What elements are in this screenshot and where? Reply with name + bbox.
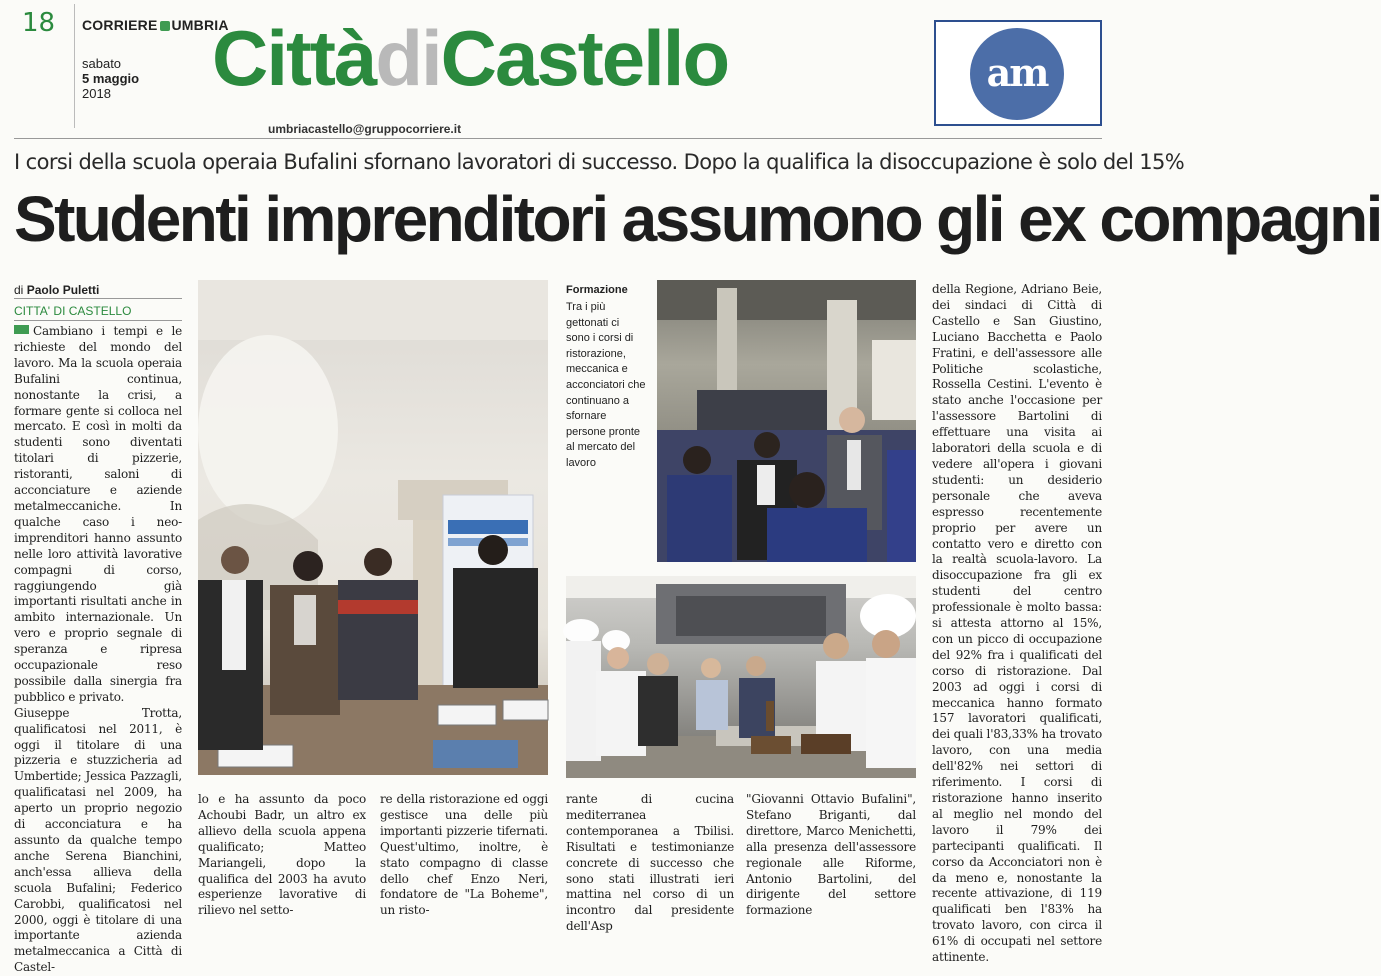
section-title-part-2: di [375, 14, 441, 102]
masthead-rule [14, 138, 1102, 139]
photo-caption-text: Tra i più gettonati ci sono i corsi di ristorazione, meccanica e acconciatori che continuano a sfornare persone pronte al mercato del lavoro [566, 301, 646, 469]
section-title [212, 10, 728, 106]
issue-day: sabato [82, 56, 122, 71]
issue-date [82, 56, 139, 101]
article-headline: Studenti imprenditori assumono gli ex compagni [14, 183, 1381, 255]
author-name: Paolo Puletti [26, 283, 100, 297]
photo-caption-title: Formazione [566, 284, 628, 296]
brand-right: UMBRIA [171, 17, 229, 33]
dateline-place: CITTA' DI CASTELLO [14, 304, 132, 318]
section-title-part-3: Castello [440, 14, 729, 102]
dateline-rule [14, 320, 182, 321]
article-kicker: I corsi della scuola operaia Bufalini sfornano lavoratori di successo. Dopo la qualifica la disoccupazione è solo del 15% [14, 150, 1185, 174]
page-number: 18 [22, 8, 56, 38]
article-column-3: re della ristorazione ed oggi gestisce una delle più importanti pizzerie tifernati. Quest'ultimo, inoltre, è stato compagno di classe dello chef Enzo Neri, fondatore de "La Boheme", un risto- [380, 792, 548, 918]
article-column-6: della Regione, Adriano Beie, dei sindaci di Città di Castello e San Giustino, Luciano Bacchetta e Paolo Fratini, e dell'assessore alle Politiche scolastiche, Rossella Cestini. L'evento è stato anche l'occasione per l'assessore Bartolini di effettuare una visita ai laboratori della scuola e di vedere all'opera i giovani studenti: un desiderio personale che aveva espresso recentemente proprio per avere un contatto vero e diretto con la realtà scuola-lavoro. La disoccupazione fra gli ex studenti del centro professionale è molto bassa: si attesta attorno al 15%, con un picco di occupazione del 92% fra i qualificati del corso di ristorazione. Dal 2003 ad oggi i corsi di meccanica hanno formato 157 lavoratori qualificati, dei quali l'83,33% ha trovato lavoro, con una media dell'82% nei settori di riferimento. I corsi di ristorazione hanno inserito al meglio nel mondo del lavoro il 79% dei partecipanti qualificati. Il corso da Acconciatori non è da meno e, nonostante la recente attivazione, di 119 qualificati ben l'83% ha trovato lavoro, con circa il 61% di occupati nel settore attinente. [932, 282, 1102, 965]
photo-award-ceremony [198, 280, 548, 775]
byline-rule [14, 298, 182, 299]
masthead-divider [74, 4, 75, 128]
article-column-5: "Giovanni Ottavio Bufalini", Stefano Briganti, dal direttore, Marco Menichetti, alla presenza dell'assessore regionale alle Riforme, Antonio Bartolini, del dirigente del settore formazione [746, 792, 916, 918]
section-title-part-1: Città [212, 14, 376, 102]
issue-date-day-month: 5 maggio [82, 71, 140, 86]
photo-workshop-visit [657, 280, 916, 562]
brand-leaf-icon [160, 21, 170, 31]
section-email: umbriacastello@gruppocorriere.it [268, 122, 462, 136]
column-1-paragraph-2: Giuseppe Trotta, qualificatosi nel 2011, è oggi il titolare di una pizzeria e stuzzicheria ad Umbertide; Jessica Pazzagli, qualificatasi nel 2009, ha aperto un proprio negozio di acconciatura e ha assunto da qualche tempo anche Serena Bianchini, anch'essa allieva della scuola Bufalini; Federico Carobbi, qualificatosi nel 2000, oggi è titolare di una importante azienda metalmeccanica a Città di Castel- [14, 705, 182, 975]
article-column-2: lo e ha assunto da poco Achoubi Badr, un altro ex allievo della scuola appena qualificato; Matteo Mariangeli, dopo la qualifica del 2003 ha avuto esperienze lavorative di rilievo nel setto- [198, 792, 366, 918]
lead-marker-icon [14, 325, 29, 334]
article-column-4: rante di cucina mediterranea contemporanea a Tbilisi. Risultati e testimonianze concrete di successo che sono stati illustrati ieri mattina nel corso di un incontro dal presidente dell'Asp [566, 792, 734, 934]
brand-left: CORRIERE [82, 17, 158, 33]
photo-kitchen-class [566, 576, 916, 778]
photo-workshop-visit-illustration [657, 280, 916, 562]
byline [14, 283, 99, 297]
advertiser-logo-text: am [986, 50, 1048, 95]
issue-year: 2018 [82, 86, 111, 101]
newspaper-brand [82, 17, 229, 33]
column-1-paragraph-1: Cambiano i tempi e le richieste del mondo del lavoro. Ma la scuola operaia Bufalini continua, nonostante la crisi, a formare gente si colloca nel mercato. E così in molti da studenti sono diventati titolari di pizzerie, ristoranti, saloni di acconciature e aziende metalmeccaniche. In qualche caso i neo-imprenditori hanno assunto nelle loro attività lavorative compagni di corso, raggiungendo già importanti risultati anche in ambito internazionale. Un vero e proprio segnale di speranza e ripresa occupazionale reso possibile dalla sinergia fra pubblico e privato. [14, 324, 182, 704]
byline-prefix: di [14, 283, 24, 297]
photo-award-ceremony-illustration [198, 280, 548, 775]
article-column-1 [14, 324, 182, 975]
photo-kitchen-class-illustration [566, 576, 916, 778]
